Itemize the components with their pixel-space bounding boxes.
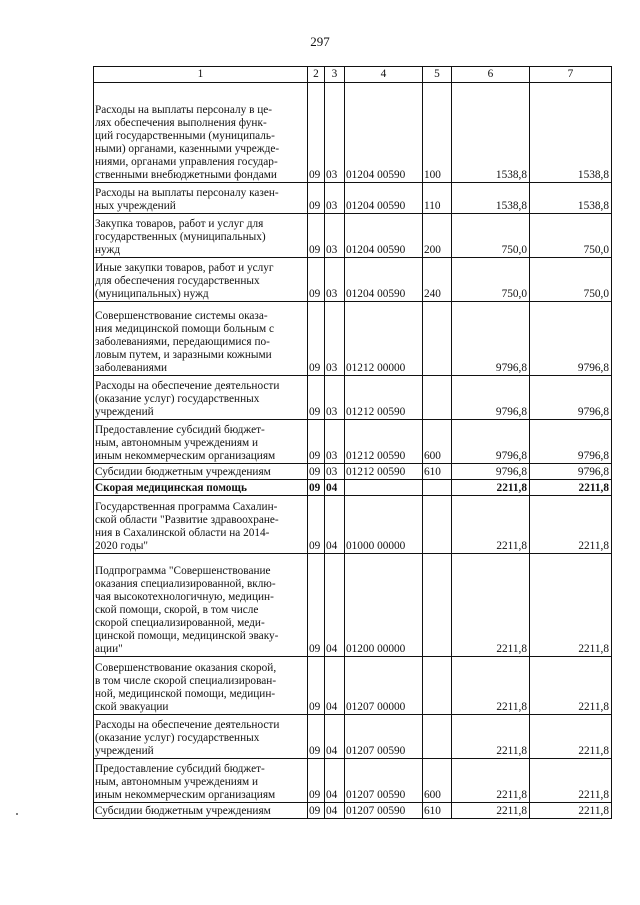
target-article-cell: 01200 00000 xyxy=(345,554,423,657)
header-row xyxy=(94,67,612,83)
budget-table xyxy=(93,66,612,819)
amount-col7-cell: 2211,8 xyxy=(530,803,612,819)
amount-col6-cell: 2211,8 xyxy=(452,554,530,657)
row-name-cell: Расходы на выплаты персоналу казен- ных учреждений xyxy=(94,183,308,214)
expense-type-cell: 610 xyxy=(423,464,452,480)
row-name-cell: Расходы на обеспечение деятельности (оказание услуг) государственных учреждений xyxy=(94,376,308,420)
subsection-code-cell: 04 xyxy=(325,480,345,496)
row-name-cell: Государственная программа Сахалин- ской области "Развитие здравоохране- ния в Сахалинской области на 2014- 2020 годы" xyxy=(94,496,308,554)
subsection-code-cell: 03 xyxy=(325,420,345,464)
section-code-cell: 09 xyxy=(308,258,325,302)
subsection-code-cell: 04 xyxy=(325,657,345,715)
section-code-cell: 09 xyxy=(308,464,325,480)
header-cell-2: 2 xyxy=(308,67,325,83)
section-code-cell: 09 xyxy=(308,83,325,183)
table-row xyxy=(94,83,612,183)
section-code-cell: 09 xyxy=(308,376,325,420)
expense-type-cell: 610 xyxy=(423,803,452,819)
amount-col7-cell: 750,0 xyxy=(530,258,612,302)
target-article-cell: 01207 00000 xyxy=(345,657,423,715)
section-code-cell: 09 xyxy=(308,214,325,258)
expense-type-cell: 200 xyxy=(423,214,452,258)
amount-col7-cell: 9796,8 xyxy=(530,376,612,420)
row-name-cell: Совершенствование оказания скорой, в том числе скорой специализирован- ной, медицинской помощи, медицин- ской эвакуации xyxy=(94,657,308,715)
target-article-cell: 01204 00590 xyxy=(345,258,423,302)
header-cell-7: 7 xyxy=(530,67,612,83)
row-name-cell: Скорая медицинская помощь xyxy=(94,480,308,496)
target-article-cell: 01204 00590 xyxy=(345,83,423,183)
amount-col7-cell: 2211,8 xyxy=(530,480,612,496)
subsection-code-cell: 03 xyxy=(325,183,345,214)
amount-col6-cell: 9796,8 xyxy=(452,464,530,480)
amount-col6-cell: 9796,8 xyxy=(452,420,530,464)
table-row xyxy=(94,496,612,554)
subsection-code-cell: 03 xyxy=(325,214,345,258)
amount-col6-cell: 750,0 xyxy=(452,258,530,302)
page-number: 297 xyxy=(310,34,330,49)
target-article-cell: 01204 00590 xyxy=(345,214,423,258)
target-article-cell: 01212 00000 xyxy=(345,302,423,376)
table-row xyxy=(94,214,612,258)
expense-type-cell: 600 xyxy=(423,759,452,803)
expense-type-cell xyxy=(423,657,452,715)
scan-speck xyxy=(16,813,18,815)
amount-col7-cell: 2211,8 xyxy=(530,759,612,803)
amount-col6-cell: 2211,8 xyxy=(452,496,530,554)
table-row xyxy=(94,803,612,819)
table-row xyxy=(94,554,612,657)
row-name-cell: Совершенствование системы оказа- ния медицинской помощи больным с заболеваниями, передающимися по- ловым путем, и заразными кожными заболеваниями xyxy=(94,302,308,376)
subsection-code-cell: 04 xyxy=(325,496,345,554)
header-cell-1: 1 xyxy=(94,67,308,83)
row-name-cell: Предоставление субсидий бюджет- ным, автономным учреждениям и иным некоммерческим организациям xyxy=(94,420,308,464)
section-code-cell: 09 xyxy=(308,302,325,376)
amount-col6-cell: 2211,8 xyxy=(452,715,530,759)
row-name-cell: Расходы на обеспечение деятельности (оказание услуг) государственных учреждений xyxy=(94,715,308,759)
section-code-cell: 09 xyxy=(308,657,325,715)
target-article-cell: 01212 00590 xyxy=(345,420,423,464)
amount-col7-cell: 750,0 xyxy=(530,214,612,258)
subsection-code-cell: 03 xyxy=(325,376,345,420)
target-article-cell: 01212 00590 xyxy=(345,376,423,420)
row-name-cell: Иные закупки товаров, работ и услуг для обеспечения государственных (муниципальных) нужд xyxy=(94,258,308,302)
amount-col7-cell: 9796,8 xyxy=(530,464,612,480)
amount-col6-cell: 2211,8 xyxy=(452,759,530,803)
subsection-code-cell: 04 xyxy=(325,715,345,759)
table-row xyxy=(94,464,612,480)
amount-col7-cell: 1538,8 xyxy=(530,183,612,214)
section-code-cell: 09 xyxy=(308,803,325,819)
subsection-code-cell: 04 xyxy=(325,554,345,657)
amount-col7-cell: 2211,8 xyxy=(530,554,612,657)
amount-col6-cell: 9796,8 xyxy=(452,376,530,420)
amount-col6-cell: 2211,8 xyxy=(452,480,530,496)
expense-type-cell xyxy=(423,480,452,496)
row-name-cell: Субсидии бюджетным учреждениям xyxy=(94,464,308,480)
expense-type-cell: 240 xyxy=(423,258,452,302)
table-row xyxy=(94,376,612,420)
table-row xyxy=(94,302,612,376)
expense-type-cell xyxy=(423,496,452,554)
row-name-cell: Расходы на выплаты персоналу в це- лях обеспечения выполнения функ- ций государственными (муниципаль- ными) органами, казенными учрежде- ниями, органами управления государ- ственными внебюджетными фондами xyxy=(94,83,308,183)
expense-type-cell xyxy=(423,376,452,420)
table-row xyxy=(94,183,612,214)
section-code-cell: 09 xyxy=(308,480,325,496)
subsection-code-cell: 03 xyxy=(325,258,345,302)
table-row xyxy=(94,258,612,302)
amount-col7-cell: 9796,8 xyxy=(530,302,612,376)
table-row xyxy=(94,480,612,496)
target-article-cell: 01204 00590 xyxy=(345,183,423,214)
header-cell-6: 6 xyxy=(452,67,530,83)
amount-col7-cell: 9796,8 xyxy=(530,420,612,464)
row-name-cell: Предоставление субсидий бюджет- ным, автономным учреждениям и иным некоммерческим организациям xyxy=(94,759,308,803)
subsection-code-cell: 03 xyxy=(325,464,345,480)
subsection-code-cell: 04 xyxy=(325,803,345,819)
expense-type-cell xyxy=(423,302,452,376)
header-cell-5: 5 xyxy=(423,67,452,83)
expense-type-cell: 100 xyxy=(423,83,452,183)
amount-col7-cell: 1538,8 xyxy=(530,83,612,183)
amount-col7-cell: 2211,8 xyxy=(530,657,612,715)
target-article-cell: 01207 00590 xyxy=(345,803,423,819)
target-article-cell: 01207 00590 xyxy=(345,715,423,759)
section-code-cell: 09 xyxy=(308,715,325,759)
section-code-cell: 09 xyxy=(308,554,325,657)
amount-col6-cell: 1538,8 xyxy=(452,83,530,183)
amount-col7-cell: 2211,8 xyxy=(530,715,612,759)
target-article-cell: 01207 00590 xyxy=(345,759,423,803)
row-name-cell: Субсидии бюджетным учреждениям xyxy=(94,803,308,819)
amount-col6-cell: 750,0 xyxy=(452,214,530,258)
section-code-cell: 09 xyxy=(308,759,325,803)
table-row xyxy=(94,657,612,715)
row-name-cell: Закупка товаров, работ и услуг для государственных (муниципальных) нужд xyxy=(94,214,308,258)
subsection-code-cell: 03 xyxy=(325,83,345,183)
row-name-cell: Подпрограмма "Совершенствование оказания специализированной, вклю- чая высокотехнологичную, медицин- ской помощи, скорой, в том числе скорой специализированной, меди- цинской помощи, медицинской эваку- ации" xyxy=(94,554,308,657)
table-row xyxy=(94,420,612,464)
header-cell-4: 4 xyxy=(345,67,423,83)
expense-type-cell xyxy=(423,554,452,657)
amount-col6-cell: 9796,8 xyxy=(452,302,530,376)
table-body xyxy=(94,83,612,819)
amount-col7-cell: 2211,8 xyxy=(530,496,612,554)
amount-col6-cell: 1538,8 xyxy=(452,183,530,214)
table-row xyxy=(94,759,612,803)
header-cell-3: 3 xyxy=(325,67,345,83)
expense-type-cell xyxy=(423,715,452,759)
amount-col6-cell: 2211,8 xyxy=(452,803,530,819)
subsection-code-cell: 04 xyxy=(325,759,345,803)
expense-type-cell: 110 xyxy=(423,183,452,214)
target-article-cell: 01000 00000 xyxy=(345,496,423,554)
table-row xyxy=(94,715,612,759)
subsection-code-cell: 03 xyxy=(325,302,345,376)
target-article-cell: 01212 00590 xyxy=(345,464,423,480)
expense-type-cell: 600 xyxy=(423,420,452,464)
section-code-cell: 09 xyxy=(308,183,325,214)
section-code-cell: 09 xyxy=(308,496,325,554)
target-article-cell xyxy=(345,480,423,496)
amount-col6-cell: 2211,8 xyxy=(452,657,530,715)
section-code-cell: 09 xyxy=(308,420,325,464)
